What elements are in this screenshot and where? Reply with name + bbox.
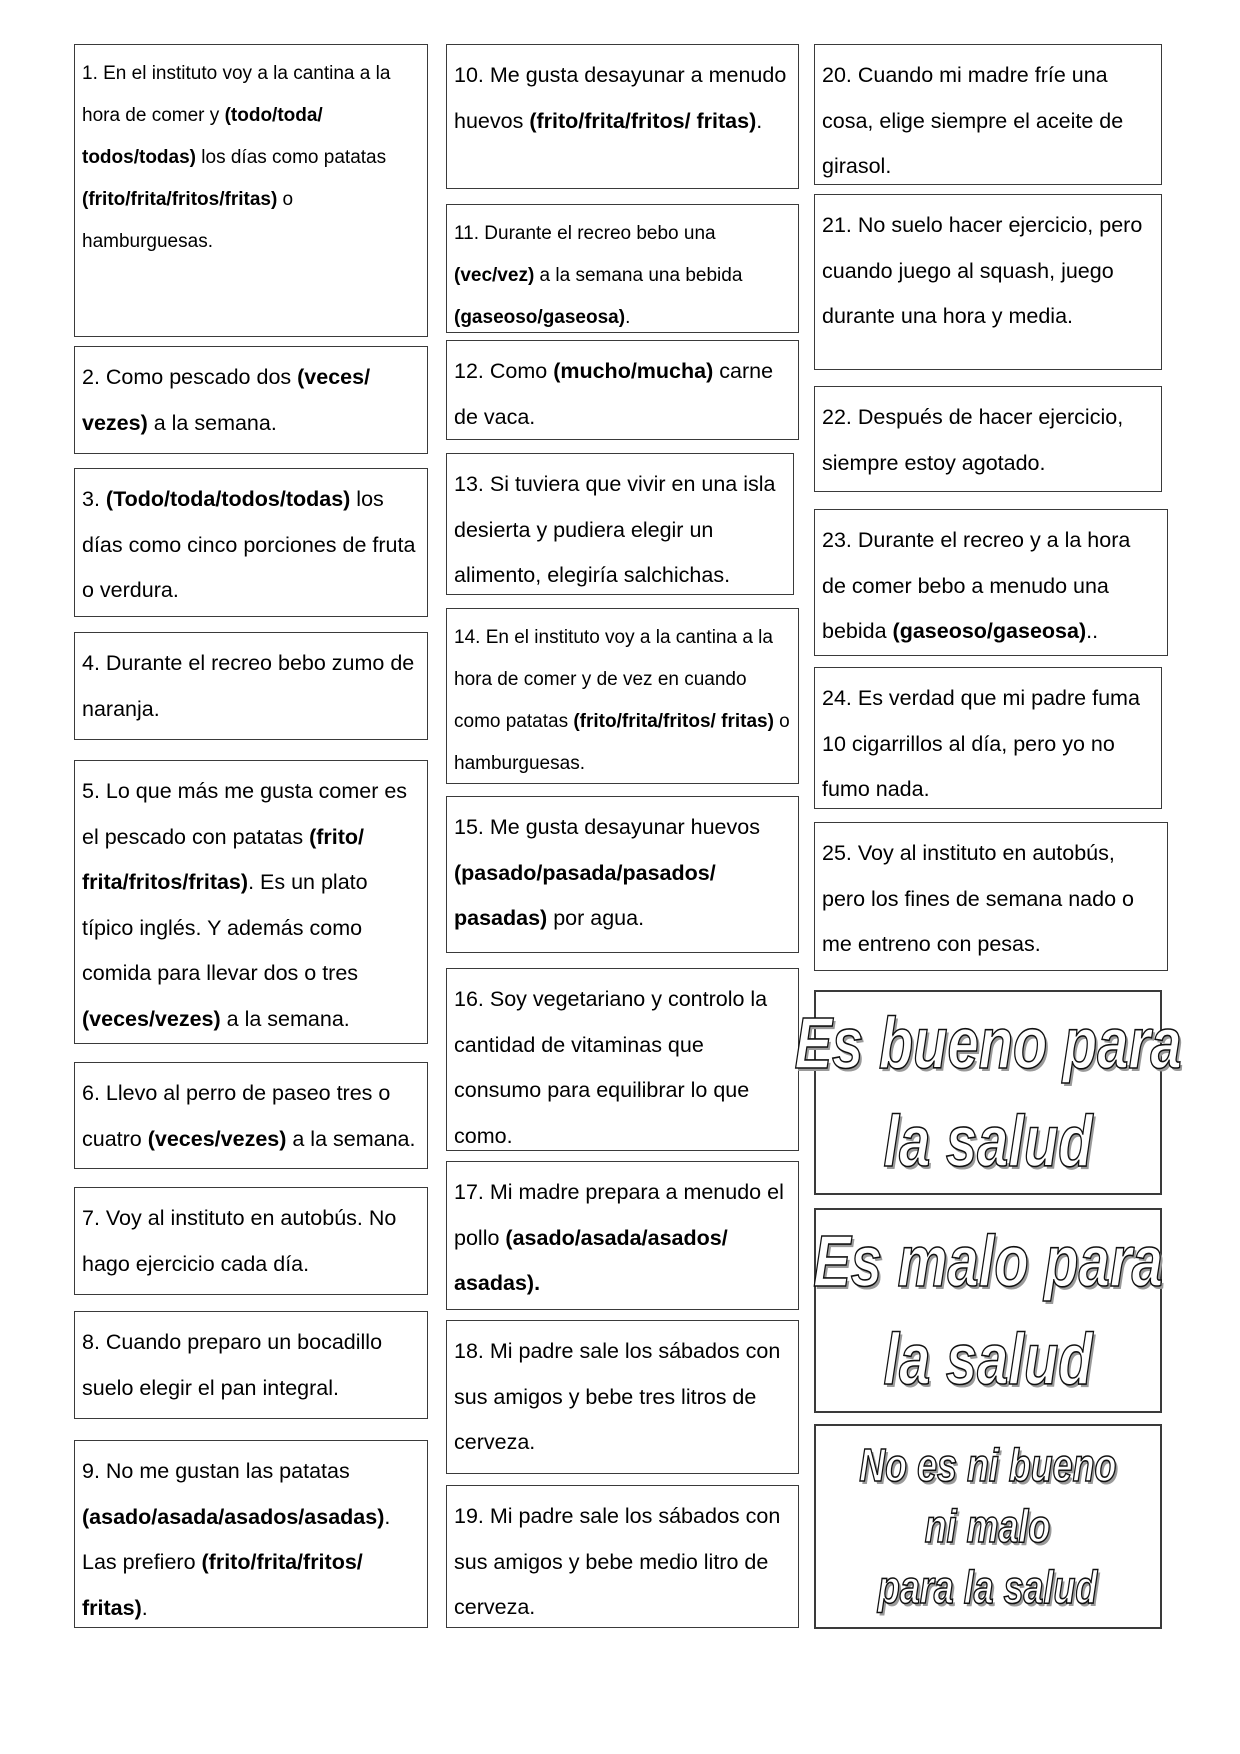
sentence-text: a la semana una bebida	[534, 265, 743, 286]
sentence-card-16	[446, 968, 799, 1151]
sentence-text: . Es un plato típico inglés. Y además como comida para llevar dos o tres	[82, 870, 368, 985]
option-choices: (asado/asada/asados/asadas)	[82, 1504, 385, 1529]
sentence-card-3	[74, 468, 428, 617]
sentence-card-4	[74, 632, 428, 740]
sentence-card-18	[446, 1320, 799, 1474]
card-19-text	[454, 1504, 780, 1619]
sentence-text: o hamburguesas.	[454, 711, 790, 774]
sentence-text: 19. Mi padre sale los sábados con sus amigos y bebe medio litro de cerveza.	[454, 1504, 781, 1619]
card-2-text	[82, 365, 370, 435]
sentence-card-12	[446, 340, 799, 440]
option-choices: (frito/frita/fritos/ fritas)	[529, 108, 757, 133]
card-7-text	[82, 1206, 396, 1276]
card-8-text	[82, 1330, 382, 1400]
sentence-text: 1. En el instituto voy a la cantina a la hora de comer y	[82, 63, 391, 126]
option-choices: (asado/asada/asados/ asadas).	[454, 1225, 728, 1295]
sentence-text: 9. No me gustan las patatas	[82, 1459, 350, 1483]
sentence-text: por agua.	[547, 906, 645, 930]
sentence-text: 18. Mi padre sale los sábados con sus amigos y bebe tres litros de cerveza.	[454, 1339, 781, 1454]
sentence-card-13	[446, 453, 794, 595]
sentence-card-25	[814, 822, 1168, 971]
sentence-text: 6. Llevo al perro de paseo tres o cuatro	[82, 1081, 391, 1151]
category-card-neutral	[814, 1424, 1162, 1629]
sentence-card-5	[74, 760, 428, 1044]
card-23-text	[822, 528, 1130, 643]
option-choices: (frito/frita/fritos/ fritas)	[573, 711, 774, 732]
sentence-card-17	[446, 1161, 799, 1310]
sentence-text: 25. Voy al instituto en autobús, pero los fines de semana nado o me entreno con pesas.	[822, 841, 1134, 956]
option-choices: (veces/vezes)	[82, 1006, 221, 1031]
card-24-text	[822, 686, 1140, 801]
card-3-text	[82, 487, 415, 602]
card-11-text	[454, 223, 742, 328]
card-20-text	[822, 63, 1123, 178]
sentence-card-2	[74, 346, 428, 454]
sentence-card-15	[446, 796, 799, 953]
sentence-text: .	[625, 307, 631, 328]
sentence-text: 15. Me gusta desayunar huevos	[454, 815, 760, 839]
sentence-card-8	[74, 1311, 428, 1419]
sentence-text: 17. Mi madre prepara a menudo el pollo	[454, 1180, 784, 1250]
sentence-text: 3.	[82, 487, 106, 511]
sentence-text: 24. Es verdad que mi padre fuma 10 cigarrillos al día, pero yo no fumo nada.	[822, 686, 1140, 801]
sentence-card-14	[446, 608, 799, 784]
sentence-text: 10. Me gusta desayunar a menudo huevos	[454, 63, 787, 133]
sentence-text: 12. Como	[454, 359, 554, 383]
card-14-text	[454, 627, 790, 774]
card-21-text	[822, 213, 1142, 328]
card-16-text	[454, 987, 767, 1148]
sentence-card-1	[74, 44, 428, 337]
option-choices: (frito/frita/fritos/ fritas)	[82, 1550, 363, 1620]
sentence-text: 23. Durante el recreo y a la hora de comer bebo a menudo una bebida	[822, 528, 1131, 643]
sentence-text: a la semana.	[220, 1006, 350, 1031]
category-bad-line-2: la salud	[883, 1319, 1093, 1400]
sentence-text: carne de vaca.	[454, 359, 774, 429]
category-bad-line-1: Es malo para	[813, 1221, 1163, 1302]
sentence-text: 7. Voy al instituto en autobús. No hago ejercicio cada día.	[82, 1206, 397, 1276]
category-neutral-line-3: para la salud	[878, 1561, 1098, 1613]
card-9-text	[82, 1459, 390, 1620]
sentence-card-9	[74, 1440, 428, 1628]
sentence-card-21	[814, 194, 1162, 370]
sentence-card-6	[74, 1062, 428, 1169]
sentence-text: . Las prefiero	[82, 1504, 391, 1574]
sentence-text: 5. Lo que más me gusta comer es el pescado con patatas	[82, 779, 408, 849]
sentence-card-20	[814, 44, 1162, 185]
sentence-text: 21. No suelo hacer ejercicio, pero cuando juego al squash, juego durante una hora y media.	[822, 213, 1143, 328]
card-5-text	[82, 779, 407, 1031]
option-choices: (vec/vez)	[454, 265, 535, 286]
sentence-text: 16. Soy vegetariano y controlo la cantidad de vitaminas que consumo para equilibrar lo que como.	[454, 987, 768, 1148]
sentence-card-10	[446, 44, 799, 189]
sentence-text: 22. Después de hacer ejercicio, siempre estoy agotado.	[822, 405, 1124, 475]
option-choices: (gaseoso/gaseosa)	[454, 307, 626, 328]
option-choices: (Todo/toda/todos/todas)	[105, 487, 351, 511]
sentence-card-7	[74, 1187, 428, 1295]
sentence-text: o hamburguesas.	[82, 189, 294, 252]
sentence-text: 2. Como pescado dos	[82, 365, 298, 389]
option-choices: (veces/vezes)	[147, 1126, 287, 1151]
card-13-text	[454, 472, 775, 587]
option-choices: (todo/toda/ todos/todas)	[82, 105, 323, 168]
sentence-card-23	[814, 509, 1168, 656]
card-25-text	[822, 841, 1134, 956]
sentence-card-22	[814, 386, 1162, 492]
card-6-text	[82, 1081, 415, 1151]
category-card-good	[794, 990, 1182, 1195]
sentence-card-24	[814, 667, 1162, 809]
category-good-line-2: la salud	[883, 1101, 1093, 1182]
sentence-text: los días como patatas	[196, 147, 387, 168]
card-18-text	[454, 1339, 780, 1454]
sentence-text: 8. Cuando preparo un bocadillo suelo elegir el pan integral.	[82, 1330, 383, 1400]
sentence-text: los días como cinco porciones de fruta o verdura.	[82, 487, 416, 602]
card-15-text	[454, 815, 760, 930]
sentence-text: a la semana.	[147, 410, 277, 435]
option-choices: (frito/frita/fritos/fritas)	[82, 189, 278, 210]
card-4-text	[82, 651, 414, 721]
sentence-text: 4. Durante el recreo bebo zumo de naranja.	[82, 651, 415, 721]
sentence-card-19	[446, 1485, 799, 1628]
sentence-text: ..	[1086, 619, 1099, 643]
card-10-text	[454, 63, 786, 133]
category-neutral-line-1: No es ni bueno	[859, 1439, 1117, 1491]
sentence-text: 14. En el instituto voy a la cantina a la hora de comer y de vez en cuando como patatas	[454, 627, 773, 732]
sentence-text: 20. Cuando mi madre fríe una cosa, elige siempre el aceite de girasol.	[822, 63, 1124, 178]
card-12-text	[454, 359, 773, 429]
category-neutral-line-2: ni malo	[925, 1500, 1051, 1552]
sentence-text: a la semana.	[286, 1126, 416, 1151]
card-22-text	[822, 405, 1123, 475]
option-choices: (gaseoso/gaseosa)	[892, 619, 1087, 643]
category-card-bad	[814, 1208, 1162, 1413]
sentence-text: 11. Durante el recreo bebo una	[454, 223, 716, 244]
card-1-text	[82, 63, 390, 252]
sentence-text: 13. Si tuviera que vivir en una isla desierta y pudiera elegir un alimento, elegiría salchichas.	[454, 472, 776, 587]
category-good-line-1: Es bueno para	[794, 1003, 1182, 1084]
option-choices: (mucho/mucha)	[553, 359, 714, 383]
sentence-text: .	[756, 108, 763, 133]
card-17-text	[454, 1180, 784, 1295]
sentence-card-11	[446, 204, 799, 333]
option-choices: (veces/ vezes)	[82, 365, 371, 435]
option-choices: (frito/ frita/fritos/fritas)	[82, 824, 365, 894]
option-choices: (pasado/pasada/pasados/ pasadas)	[454, 860, 716, 930]
sentence-text: .	[141, 1595, 148, 1620]
